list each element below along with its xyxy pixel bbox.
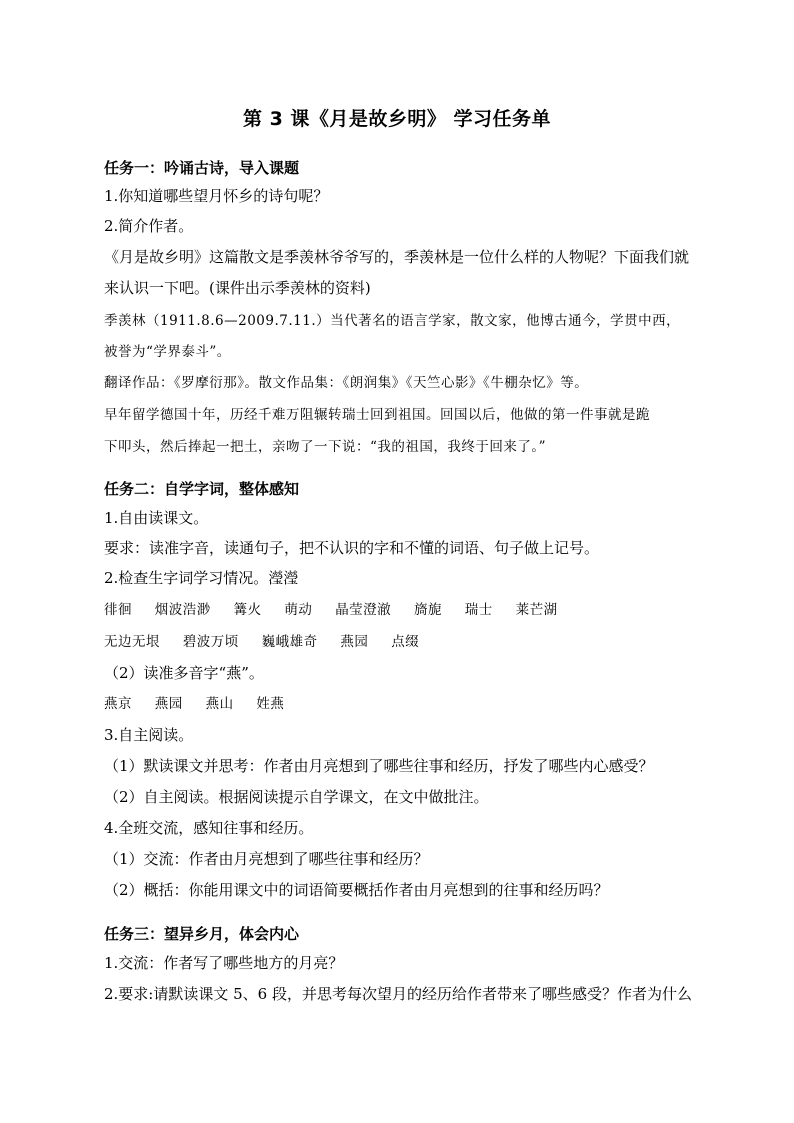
task2-step-4: 4.全班交流，感知往事和经历。 bbox=[104, 819, 314, 837]
vocab-row-2 bbox=[104, 632, 437, 652]
vocab-word: 莱芒湖 bbox=[515, 602, 558, 618]
vocab-word: 姓燕 bbox=[256, 696, 285, 712]
author-story-line-1: 早年留学德国十年，历经千难万阻辗转瑞士回到祖国。回国以后，他做的第一件事就是跪 bbox=[104, 407, 650, 423]
task2-step-2-label: 2.检查生字词学习情况。 bbox=[104, 569, 269, 587]
vocab-word: 碧波万顷 bbox=[182, 634, 239, 650]
vocab-row-3 bbox=[104, 694, 302, 714]
author-bio-line-1: 季羡林（1911.8.6—2009.7.11.）当代著名的语言学家，散文家，他博古通今，学贯中西， bbox=[104, 313, 681, 329]
vocab-word: 徘徊 bbox=[104, 602, 132, 618]
task2-step-2 bbox=[104, 568, 298, 588]
task2-step-4b: （2）概括：你能用课文中的词语简要概括作者由月亮想到的往事和经历吗？ bbox=[104, 881, 609, 899]
vocab-word: 瑞士 bbox=[464, 602, 493, 618]
vocab-word: 燕园 bbox=[154, 696, 183, 712]
task2-step-4a: （1）交流：作者由月亮想到了哪些往事和经历？ bbox=[104, 850, 429, 868]
task2-step-3b: （2）自主阅读。根据阅读提示自学课文，在文中做批注。 bbox=[104, 788, 489, 806]
author-works: 翻译作品：《罗摩衍那》。散文作品集：《朗润集》《天竺心影》《牛棚杂忆》等。 bbox=[104, 375, 589, 391]
task1-intro-line-2: 来认识一下吧。(课件出示季羡林的资料) bbox=[104, 279, 371, 297]
vocab-word: 晶莹澄澈 bbox=[335, 602, 392, 618]
author-story-line-2: 下叩头，然后捧起一把土，亲吻了一下说：“我的祖国，我终于回来了。” bbox=[104, 439, 547, 455]
author-bio-line-2: 被誉为“学界泰斗”。 bbox=[104, 344, 231, 360]
vocab-row-1 bbox=[104, 600, 576, 620]
task1-question-1: 1.你知道哪些望月怀乡的诗句呢？ bbox=[104, 187, 329, 205]
vocab-word: 燕山 bbox=[205, 696, 234, 712]
task1-question-2: 2.简介作者。 bbox=[104, 217, 194, 235]
vocab-word: 燕京 bbox=[104, 696, 132, 712]
vocab-word: 燕园 bbox=[340, 634, 369, 650]
task2-step-2-tag: 瀅瀅 bbox=[268, 569, 299, 587]
task1-heading: 任务一：吟诵古诗，导入课题 bbox=[104, 159, 300, 177]
vocab-word: 旖旎 bbox=[413, 602, 442, 618]
vocab-word: 烟波浩渺 bbox=[154, 602, 211, 618]
task3-heading: 任务三：望异乡月，体会内心 bbox=[104, 925, 300, 943]
vocab-word: 无边无垠 bbox=[104, 634, 160, 650]
vocab-word: 巍峨雄奇 bbox=[261, 634, 318, 650]
task2-heading: 任务二：自学字词，整体感知 bbox=[104, 480, 300, 498]
polyphone-instruction: （2）读准多音字“燕”。 bbox=[104, 664, 264, 682]
task2-requirement: 要求：读准字音，读通句子，把不认识的字和不懂的词语、句子做上记号。 bbox=[104, 539, 600, 557]
task3-step-2: 2.要求:请默读课文 5、6 段，并思考每次望月的经历给作者带来了哪些感受？作者为什么 bbox=[104, 985, 692, 1003]
vocab-word: 萌动 bbox=[284, 602, 313, 618]
vocab-word: 点缀 bbox=[391, 634, 420, 650]
task3-step-1: 1.交流：作者写了哪些地方的月亮？ bbox=[104, 954, 344, 972]
vocab-word: 篝火 bbox=[233, 602, 262, 618]
page-title: 第 3 课《月是故乡明》 学习任务单 bbox=[242, 108, 552, 130]
task2-step-3: 3.自主阅读。 bbox=[104, 726, 194, 744]
task2-step-3a: （1）默读课文并思考：作者由月亮想到了哪些往事和经历，抒发了哪些内心感受？ bbox=[104, 757, 654, 775]
task2-step-1: 1.自由读课文。 bbox=[104, 509, 209, 527]
task1-intro-line-1: 《月是故乡明》这篇散文是季羡林爷爷写的，季羡林是一位什么样的人物呢？下面我们就 bbox=[104, 248, 690, 266]
